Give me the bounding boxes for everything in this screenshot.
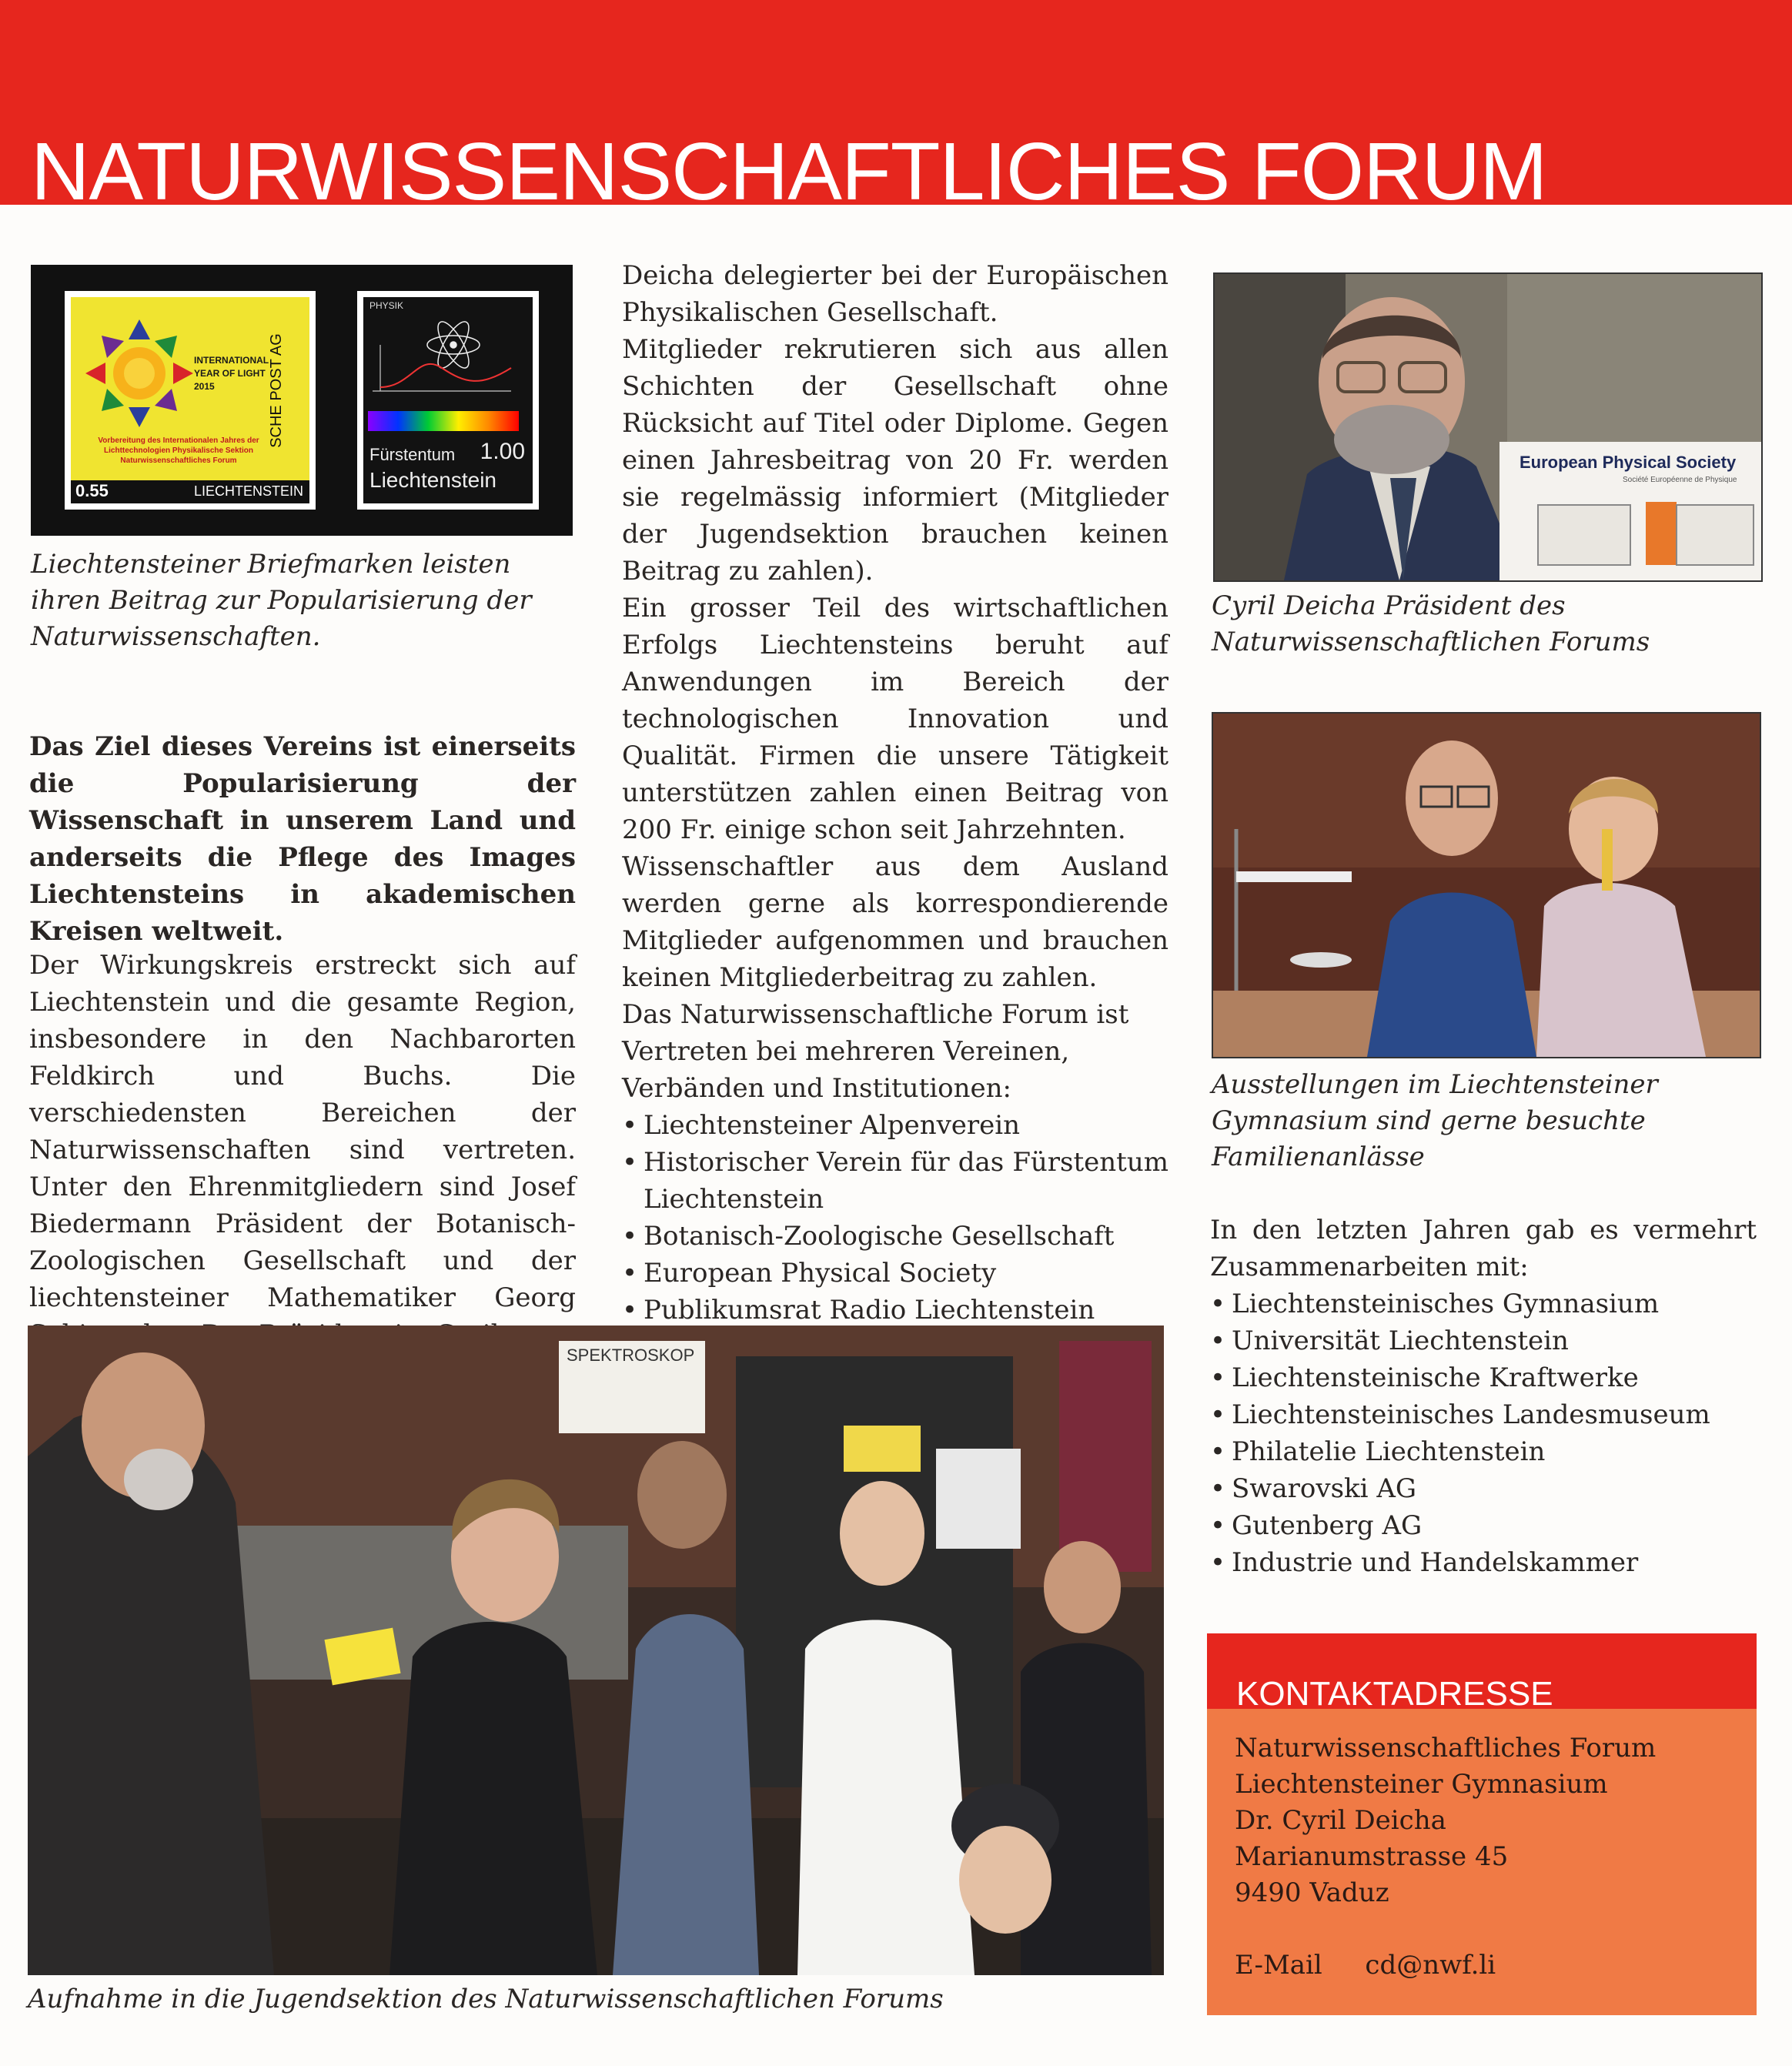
page-title: NATURWISSENSCHAFTLICHES FORUM (31, 126, 1547, 217)
email-link[interactable]: cd@nwf.li (1365, 1950, 1496, 1981)
list-item: • Industrie und Handelskammer (1210, 1544, 1757, 1581)
stamp-physics-country: Liechtenstein (369, 468, 497, 492)
stamps-caption: Liechtensteiner Briefmarken leisten ihren Beitrag zur Popularisierung der Naturwissenschaften. (31, 549, 532, 652)
stamp-light-subtext: Vorbereitung des Internationalen Jahres der Lichttechnologien Physikalische Sektion Naturwissenschaftliches Forum (98, 436, 259, 465)
stamp-physics (357, 291, 539, 510)
contact-line: Liechtensteiner Gymnasium (1235, 1769, 1608, 1800)
portrait-icon (1215, 274, 1761, 580)
stamp-light-country: LIECHTENSTEIN (193, 483, 303, 499)
contact-line: Marianumstrasse 45 (1235, 1841, 1509, 1872)
contact-email-row (1235, 1947, 1656, 1984)
stamp-physics-topic: PHYSIK (369, 300, 404, 311)
list-item: • Liechtensteinisches Landesmuseum (1210, 1396, 1757, 1433)
contact-address (1235, 1730, 1656, 1984)
sphere-paragraph: Der Wirkungskreis erstreckt sich auf Liechtenstein und die gesamte Region, insbesondere in den Nachbarorten Feldkirch und Buchs. Die verschiedensten Bereichen der Naturwissenschaften sind vertreten. Unter den Ehrenmitgliedern sind Josef Biedermann Präsident der Botanisch-Zoologischen Gesellschaft und der liechtensteiner Mathematiker Georg (29, 950, 576, 1313)
contact-title: KONTAKTADRESSE (1236, 1675, 1553, 1713)
list-item: • Historischer Verein für das Fürstentum Liechtenstein (622, 1144, 1168, 1218)
spektroskop-sign-text: SPEKTROSKOP (567, 1346, 695, 1365)
list-item: • European Physical Society (622, 1255, 1168, 1292)
intro-paragraph: Das Ziel dieses Vereins ist einerseits die Popularisierung der Wissenschaft in unserem Land und anderseits die Pflege des Images Liechtensteins in akademischen Kreisen weltweit. (29, 731, 576, 947)
exhibition-scene-icon (1213, 714, 1760, 1057)
email-label: E-Mail (1235, 1950, 1322, 1981)
list-item: • Liechtensteiner Alpenverein (622, 1107, 1168, 1144)
list-item: • Universität Liechtenstein (1210, 1322, 1757, 1359)
list-item: • Philatelie Liechtenstein (1210, 1433, 1757, 1470)
list-item: • Gutenberg AG (1210, 1507, 1757, 1544)
list-item: • Liechtensteinisches Gymnasium (1210, 1285, 1757, 1322)
list-item: • Liechtensteinische Kraftwerke (1210, 1359, 1757, 1396)
paragraph-members: Mitglieder rekrutieren sich aus allen Schichten der Gesellschaft ohne Rücksicht auf Titel oder Diplome. Gegen einen Jahresbeitrag von 20 Fr. werden sie regelmässig informiert (Mitglieder der Jugendsektion brauchen keinen Beitrag zu zahlen). (622, 334, 1168, 587)
photo-youth-section (28, 1326, 1164, 1975)
photo-cyril-deicha (1213, 272, 1763, 582)
stamp-light-value: 0.55 (75, 481, 109, 500)
sun-logo-icon (82, 316, 197, 431)
stamp-light-side: SCHE POST AG (268, 333, 286, 448)
eps-sign-subtext: Société Européenne de Physique (1623, 476, 1737, 484)
group-caption: Aufnahme in die Jugendsektion des Naturwissenschaftlichen Forums (28, 1984, 944, 2014)
list-item: • Botanisch-Zoologische Gesellschaft (622, 1218, 1168, 1255)
contact-line: Dr. Cyril Deicha (1235, 1805, 1446, 1836)
atom-icon (365, 314, 519, 406)
classroom-scene-icon (28, 1326, 1164, 1975)
stamps-figure (31, 265, 573, 536)
stamp-physics-value: 1.00 (480, 439, 525, 464)
collaborations-intro: In den letzten Jahren gab es vermehrt Zusammenarbeiten mit: (1210, 1215, 1757, 1282)
contact-line: Naturwissenschaftliches Forum (1235, 1733, 1657, 1763)
paragraph-delegate: Deicha delegierter bei der Europäischen Physikalischen Gesellschaft. (622, 260, 1168, 328)
membership-list (622, 1107, 1168, 1329)
list-item: • Publikumsrat Radio Liechtenstein (622, 1292, 1168, 1329)
paragraph-economy: Ein grosser Teil des wirtschaftlichen Erfolgs Liechtensteins beruht auf Anwendungen im Bereich der technologischen Innovation und Qualität. Firmen die unsere Tätigkeit unterstützen zahlen einen Beitrag von 200 Fr. einige schon seit Jahrzehnten. (622, 593, 1168, 845)
spectrum-bar-icon (368, 411, 519, 431)
eps-sign-text: European Physical Society (1520, 453, 1737, 472)
collaborations (1210, 1212, 1757, 1581)
deicha-caption: Cyril Deicha Präsident des Naturwissenschaftlichen Forums (1212, 590, 1650, 657)
contact-box (1207, 1633, 1757, 2015)
stamp-light-title: INTERNATIONAL YEAR OF LIGHT 2015 (194, 355, 269, 392)
paragraph-represented: Das Naturwissenschaftliche Forum ist Vertreten bei mehreren Vereinen, Verbänden und Institutionen: (622, 999, 1129, 1104)
paragraph-foreign: Wissenschaftler aus dem Ausland werden gerne als korrespondierende Mitglieder aufgenommen und brauchen keinen Mitgliederbeitrag zu zahlen. (622, 851, 1168, 993)
contact-line: 9490 Vaduz (1235, 1877, 1389, 1908)
list-item: • Swarovski AG (1210, 1470, 1757, 1507)
stamp-year-of-light (65, 291, 316, 510)
middle-column (622, 257, 1168, 1329)
exhibit-caption: Ausstellungen im Liechtensteiner Gymnasium sind gerne besuchte Familienanlässe (1212, 1069, 1658, 1172)
photo-exhibition (1212, 712, 1761, 1058)
collaborations-list (1210, 1285, 1757, 1581)
stamp-physics-label: Fürstentum (369, 445, 456, 464)
